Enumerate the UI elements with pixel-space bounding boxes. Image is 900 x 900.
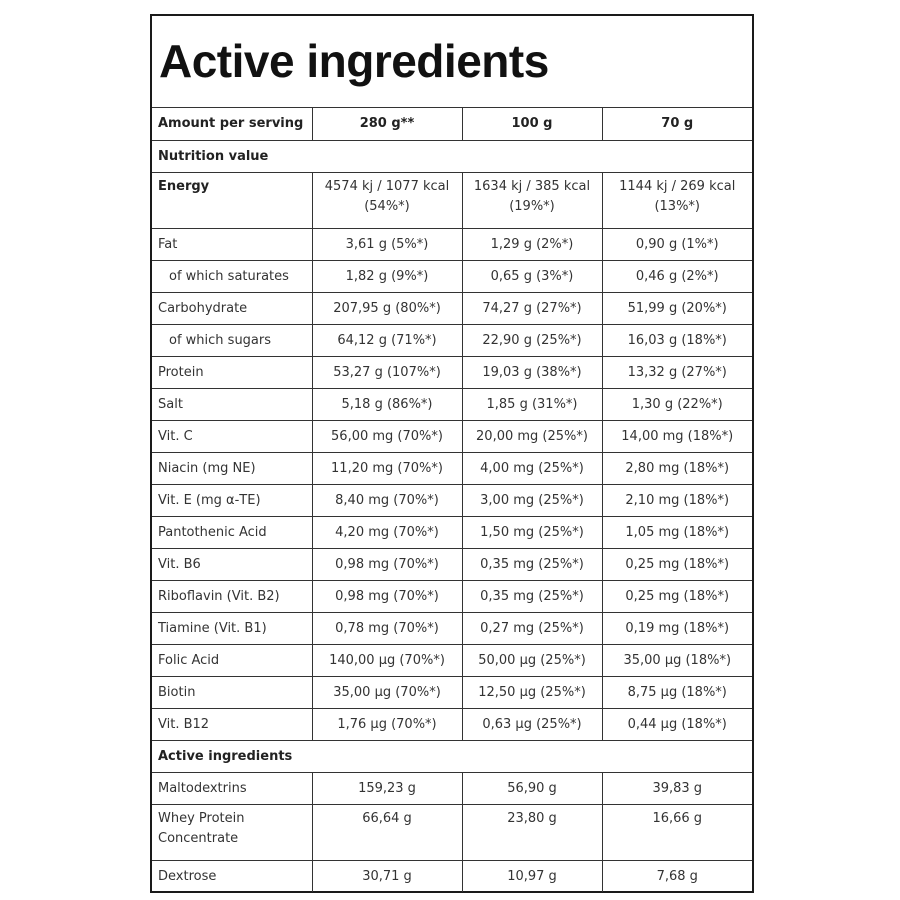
section-label: Nutrition value [152, 141, 752, 173]
row-value-2: 12,50 µg (25%*) [462, 677, 602, 709]
row-name: Fat [152, 229, 312, 261]
row-value-1: 140,00 µg (70%*) [312, 645, 462, 677]
row-name: Vit. E (mg α-TE) [152, 485, 312, 517]
row-value-1: 56,00 mg (70%*) [312, 421, 462, 453]
row-value-1: 4574 kj / 1077 kcal (54%*) [312, 173, 462, 229]
row-value-2: 1,85 g (31%*) [462, 389, 602, 421]
table-row [152, 517, 752, 549]
row-value-2: 0,27 mg (25%*) [462, 613, 602, 645]
active-rows [152, 773, 752, 893]
row-name: Vit. B12 [152, 709, 312, 741]
row-value-1: 35,00 µg (70%*) [312, 677, 462, 709]
row-value-1: 0,78 mg (70%*) [312, 613, 462, 645]
row-name: Pantothenic Acid [152, 517, 312, 549]
row-name: Vit. C [152, 421, 312, 453]
row-name: Carbohydrate [152, 293, 312, 325]
row-value-2: 0,65 g (3%*) [462, 261, 602, 293]
row-value-2: 23,80 g [462, 805, 602, 861]
row-value-3: 13,32 g (27%*) [602, 357, 752, 389]
row-name: Folic Acid [152, 645, 312, 677]
row-name: Maltodextrins [152, 773, 312, 805]
table-row [152, 357, 752, 389]
row-name: of which saturates [152, 261, 312, 293]
nutrition-panel [150, 14, 754, 893]
table-row [152, 549, 752, 581]
table-row [152, 389, 752, 421]
header-col-2: 100 g [462, 108, 602, 141]
table-row [152, 261, 752, 293]
row-value-2: 19,03 g (38%*) [462, 357, 602, 389]
row-value-3: 0,25 mg (18%*) [602, 549, 752, 581]
row-name: Whey Protein Concentrate [152, 805, 312, 861]
row-value-2: 0,35 mg (25%*) [462, 549, 602, 581]
row-value-1: 66,64 g [312, 805, 462, 861]
row-value-2: 50,00 µg (25%*) [462, 645, 602, 677]
row-value-2: 0,35 mg (25%*) [462, 581, 602, 613]
row-value-2: 56,90 g [462, 773, 602, 805]
table-row [152, 581, 752, 613]
row-value-3: 16,03 g (18%*) [602, 325, 752, 357]
row-value-2: 1,50 mg (25%*) [462, 517, 602, 549]
table-row [152, 613, 752, 645]
row-value-2: 1,29 g (2%*) [462, 229, 602, 261]
row-value-3: 0,46 g (2%*) [602, 261, 752, 293]
panel-title: Active ingredients [152, 16, 752, 108]
row-value-1: 1,82 g (9%*) [312, 261, 462, 293]
row-value-2: 3,00 mg (25%*) [462, 485, 602, 517]
table-row [152, 485, 752, 517]
row-value-1: 64,12 g (71%*) [312, 325, 462, 357]
section-row-active [152, 741, 752, 773]
row-value-2: 20,00 mg (25%*) [462, 421, 602, 453]
header-col-3: 70 g [602, 108, 752, 141]
row-name: Protein [152, 357, 312, 389]
row-value-1: 4,20 mg (70%*) [312, 517, 462, 549]
row-value-2: 10,97 g [462, 861, 602, 893]
row-value-3: 0,25 mg (18%*) [602, 581, 752, 613]
row-name: Niacin (mg NE) [152, 453, 312, 485]
nutrition-table [152, 108, 752, 892]
table-row [152, 861, 752, 893]
section-row-nutrition [152, 141, 752, 173]
row-value-3: 39,83 g [602, 773, 752, 805]
row-value-1: 8,40 mg (70%*) [312, 485, 462, 517]
row-name: Dextrose [158, 868, 217, 884]
row-value-2: 0,63 µg (25%*) [462, 709, 602, 741]
nutrient-rows [152, 229, 752, 741]
row-name: Energy [152, 173, 312, 229]
row-value-1: 0,98 mg (70%*) [312, 549, 462, 581]
row-value-3: 16,66 g [602, 805, 752, 861]
row-value-3: 8,75 µg (18%*) [602, 677, 752, 709]
row-value-3: 1144 kj / 269 kcal (13%*) [602, 173, 752, 229]
row-name: Biotin [152, 677, 312, 709]
header-row [152, 108, 752, 141]
section-label: Active ingredients [152, 741, 752, 773]
table-row [152, 453, 752, 485]
row-value-2: 74,27 g (27%*) [462, 293, 602, 325]
row-value-3: 2,10 mg (18%*) [602, 485, 752, 517]
row-value-1: 11,20 mg (70%*) [312, 453, 462, 485]
table-row [152, 773, 752, 805]
table-row [152, 325, 752, 357]
table-row [152, 293, 752, 325]
row-name: Salt [152, 389, 312, 421]
row-value-2: 22,90 g (25%*) [462, 325, 602, 357]
table-row [152, 709, 752, 741]
row-name: of which sugars [152, 325, 312, 357]
header-col-1: 280 g** [312, 108, 462, 141]
row-value-2: 1634 kj / 385 kcal (19%*) [462, 173, 602, 229]
row-value-3: 1,30 g (22%*) [602, 389, 752, 421]
row-value-1: 159,23 g [312, 773, 462, 805]
row-value-3: 51,99 g (20%*) [602, 293, 752, 325]
table-row [152, 229, 752, 261]
row-value-1: 30,71 g [312, 861, 462, 893]
table-row [152, 421, 752, 453]
row-value-1: 53,27 g (107%*) [312, 357, 462, 389]
row-value-3: 0,19 mg (18%*) [602, 613, 752, 645]
header-label: Amount per serving [152, 108, 312, 141]
row-value-2: 4,00 mg (25%*) [462, 453, 602, 485]
row-value-1: 3,61 g (5%*) [312, 229, 462, 261]
table-row [152, 805, 752, 861]
row-value-3: 1,05 mg (18%*) [602, 517, 752, 549]
row-value-1: 1,76 µg (70%*) [312, 709, 462, 741]
row-value-1: 207,95 g (80%*) [312, 293, 462, 325]
row-value-3: 7,68 g [602, 861, 752, 893]
row-value-3: 2,80 mg (18%*) [602, 453, 752, 485]
row-name: Riboflavin (Vit. B2) [152, 581, 312, 613]
row-value-3: 14,00 mg (18%*) [602, 421, 752, 453]
row-value-3: 0,44 µg (18%*) [602, 709, 752, 741]
row-value-1: 5,18 g (86%*) [312, 389, 462, 421]
row-value-3: 35,00 µg (18%*) [602, 645, 752, 677]
table-row [152, 677, 752, 709]
table-row [152, 645, 752, 677]
row-value-3: 0,90 g (1%*) [602, 229, 752, 261]
row-name: Vit. B6 [152, 549, 312, 581]
row-value-1: 0,98 mg (70%*) [312, 581, 462, 613]
table-row-energy [152, 173, 752, 229]
row-name: Tiamine (Vit. B1) [152, 613, 312, 645]
